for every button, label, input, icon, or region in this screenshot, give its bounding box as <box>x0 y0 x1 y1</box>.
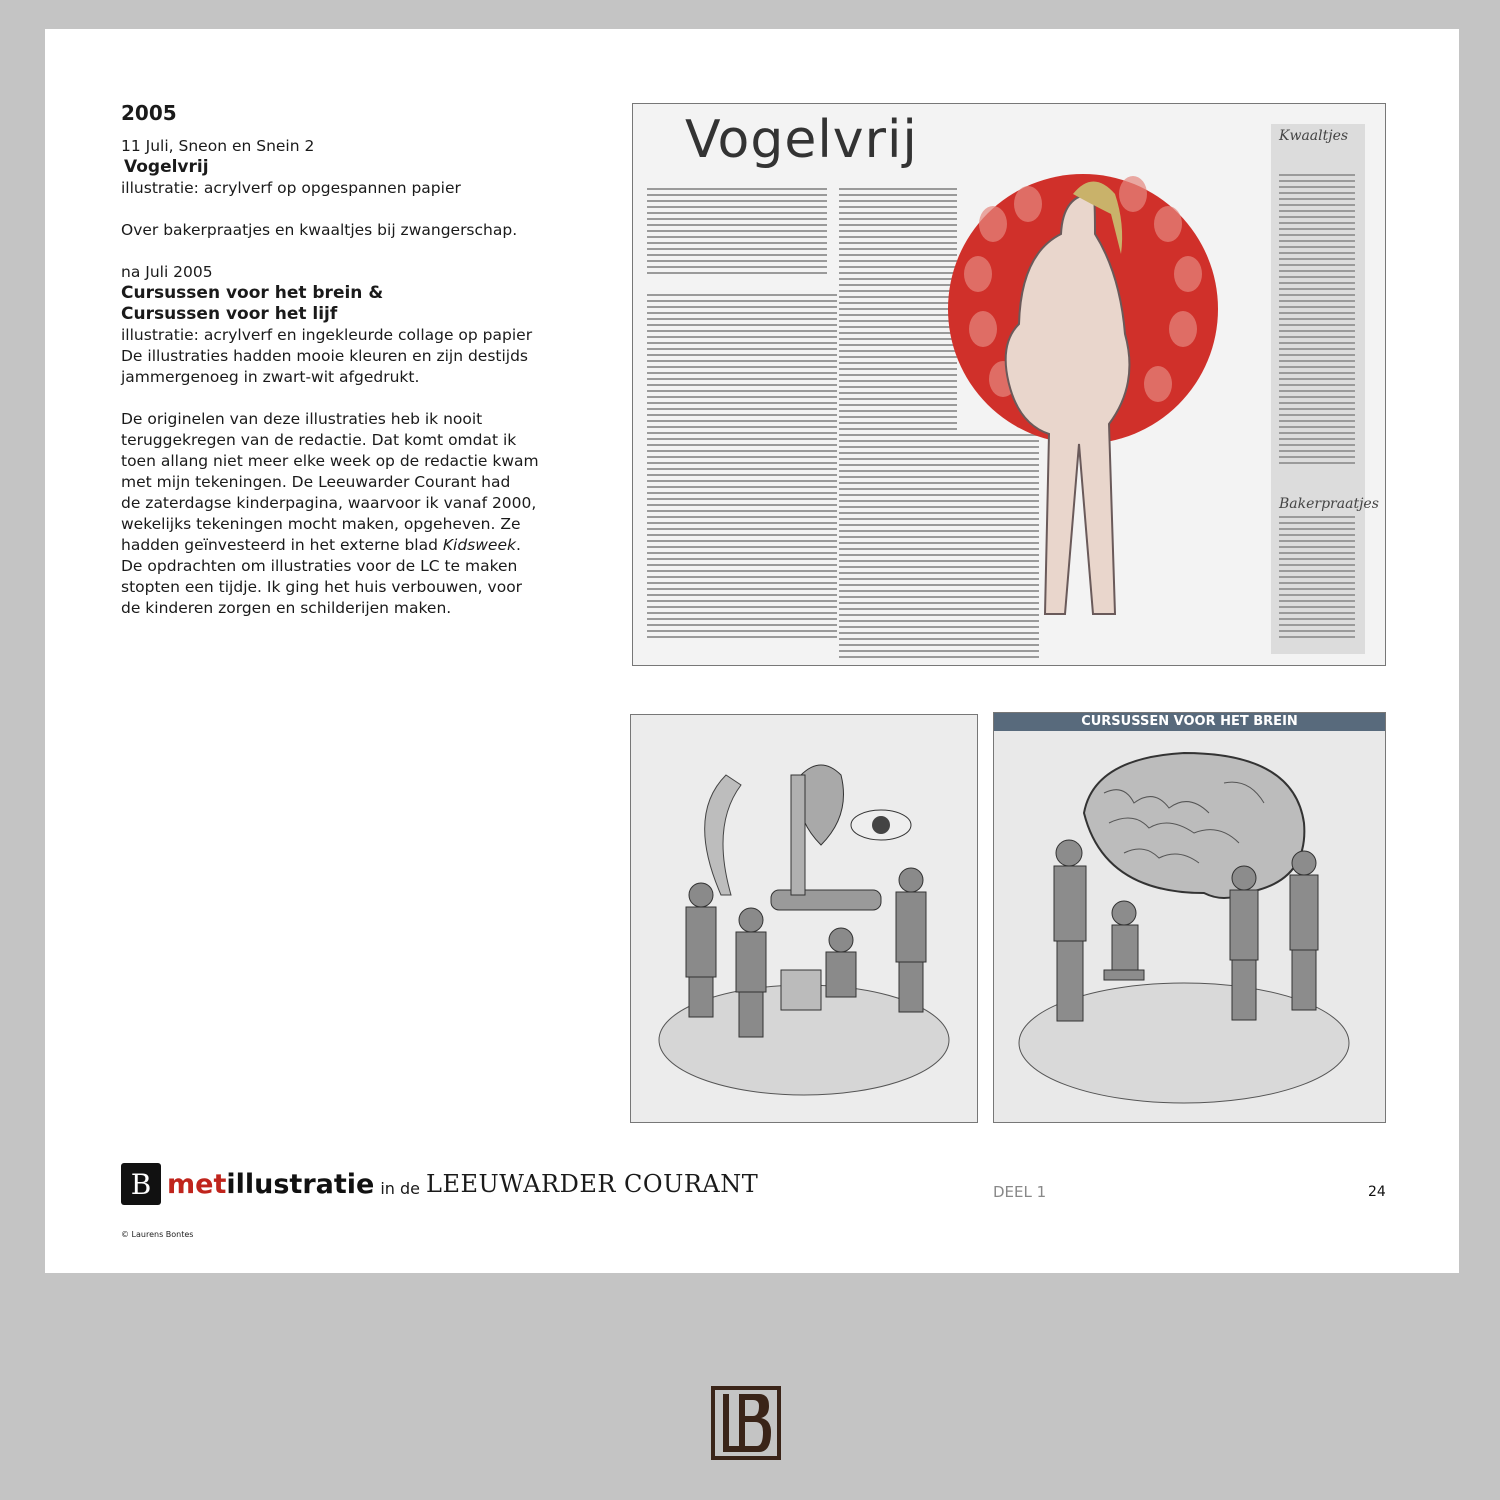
entry1-description: Over bakerpraatjes en kwaaltjes bij zwangerschap. <box>121 221 518 239</box>
paragraph-line: stopten een tijdje. Ik ging het huis verbouwen, voor <box>121 578 523 596</box>
text-column <box>121 103 541 619</box>
brand-leeuwarder-courant: LEEUWARDER COURANT <box>426 1170 759 1198</box>
pregnant-woman-illustration <box>903 134 1283 654</box>
vogelvrij-heading: Vogelvrij <box>685 110 918 170</box>
cursussen-brein-clipping <box>993 712 1386 1123</box>
page-number: 24 <box>1368 1184 1386 1200</box>
brand-logo <box>121 1163 758 1205</box>
paragraph-line: toen allang niet meer elke week op de redactie kwam <box>121 452 539 470</box>
year-heading: 2005 <box>121 101 177 125</box>
entry1-title: Vogelvrij <box>124 157 209 177</box>
kwaaltjes-heading: Kwaaltjes <box>1279 128 1349 144</box>
paragraph-line: de kinderen zorgen en schilderijen maken. <box>121 599 452 617</box>
brein-header: CURSUSSEN VOOR HET BREIN <box>994 713 1385 731</box>
section-label: DEEL 1 <box>993 1183 1047 1201</box>
vogelvrij-clipping <box>632 103 1386 666</box>
logo-mark-icon: B <box>121 1163 161 1205</box>
paragraph-line: teruggekregen van de redactie. Dat komt omdat ik <box>121 431 517 449</box>
copyright-notice: © Laurens Bontes <box>121 1230 194 1239</box>
sidebar-box <box>1271 124 1379 654</box>
article-column-1 <box>647 294 837 642</box>
entry2-description-2: jammergenoeg in zwart-wit afgedrukt. <box>121 368 420 386</box>
lb-monogram-icon <box>711 1386 781 1460</box>
entry2-title-2: Cursussen voor het lijf <box>121 304 338 324</box>
entry2-date: na Juli 2005 <box>121 263 213 281</box>
body-parts-illustration <box>631 715 977 1122</box>
brand-illustratie: illustratie <box>226 1168 375 1200</box>
paragraph-line: wekelijks tekeningen mocht maken, opgeheven. Ze <box>121 515 521 533</box>
entry1-medium: illustratie: acrylverf op opgespannen papier <box>121 179 461 197</box>
entry2-title-1: Cursussen voor het brein & <box>121 283 384 303</box>
bakerpraatjes-heading: Bakerpraatjes <box>1279 496 1379 512</box>
entry2-description-1: De illustraties hadden mooie kleuren en zijn destijds <box>121 347 529 365</box>
paragraph-line: De originelen van deze illustraties heb ik nooit <box>121 410 483 428</box>
entry1-date: 11 Juli, Sneon en Snein 2 <box>121 137 315 155</box>
brand-met: met <box>167 1168 227 1200</box>
paragraph-line: de zaterdagse kinderpagina, waarvoor ik vanaf 2000, <box>121 494 537 512</box>
paragraph-line: De opdrachten om illustraties voor de LC te maken <box>121 557 518 575</box>
brain-illustration <box>994 713 1385 1122</box>
cursussen-lijf-clipping <box>630 714 978 1123</box>
entry2-medium: illustratie: acrylverf en ingekleurde collage op papier <box>121 326 533 344</box>
page-sheet <box>45 29 1459 1273</box>
brand-in-de: in de <box>380 1178 421 1198</box>
paragraph-line: met mijn tekeningen. De Leeuwarder Courant had <box>121 473 511 491</box>
paragraph-line: hadden geïnvesteerd in het externe blad Kidsweek. <box>121 536 521 554</box>
intro-text-block <box>647 188 827 278</box>
